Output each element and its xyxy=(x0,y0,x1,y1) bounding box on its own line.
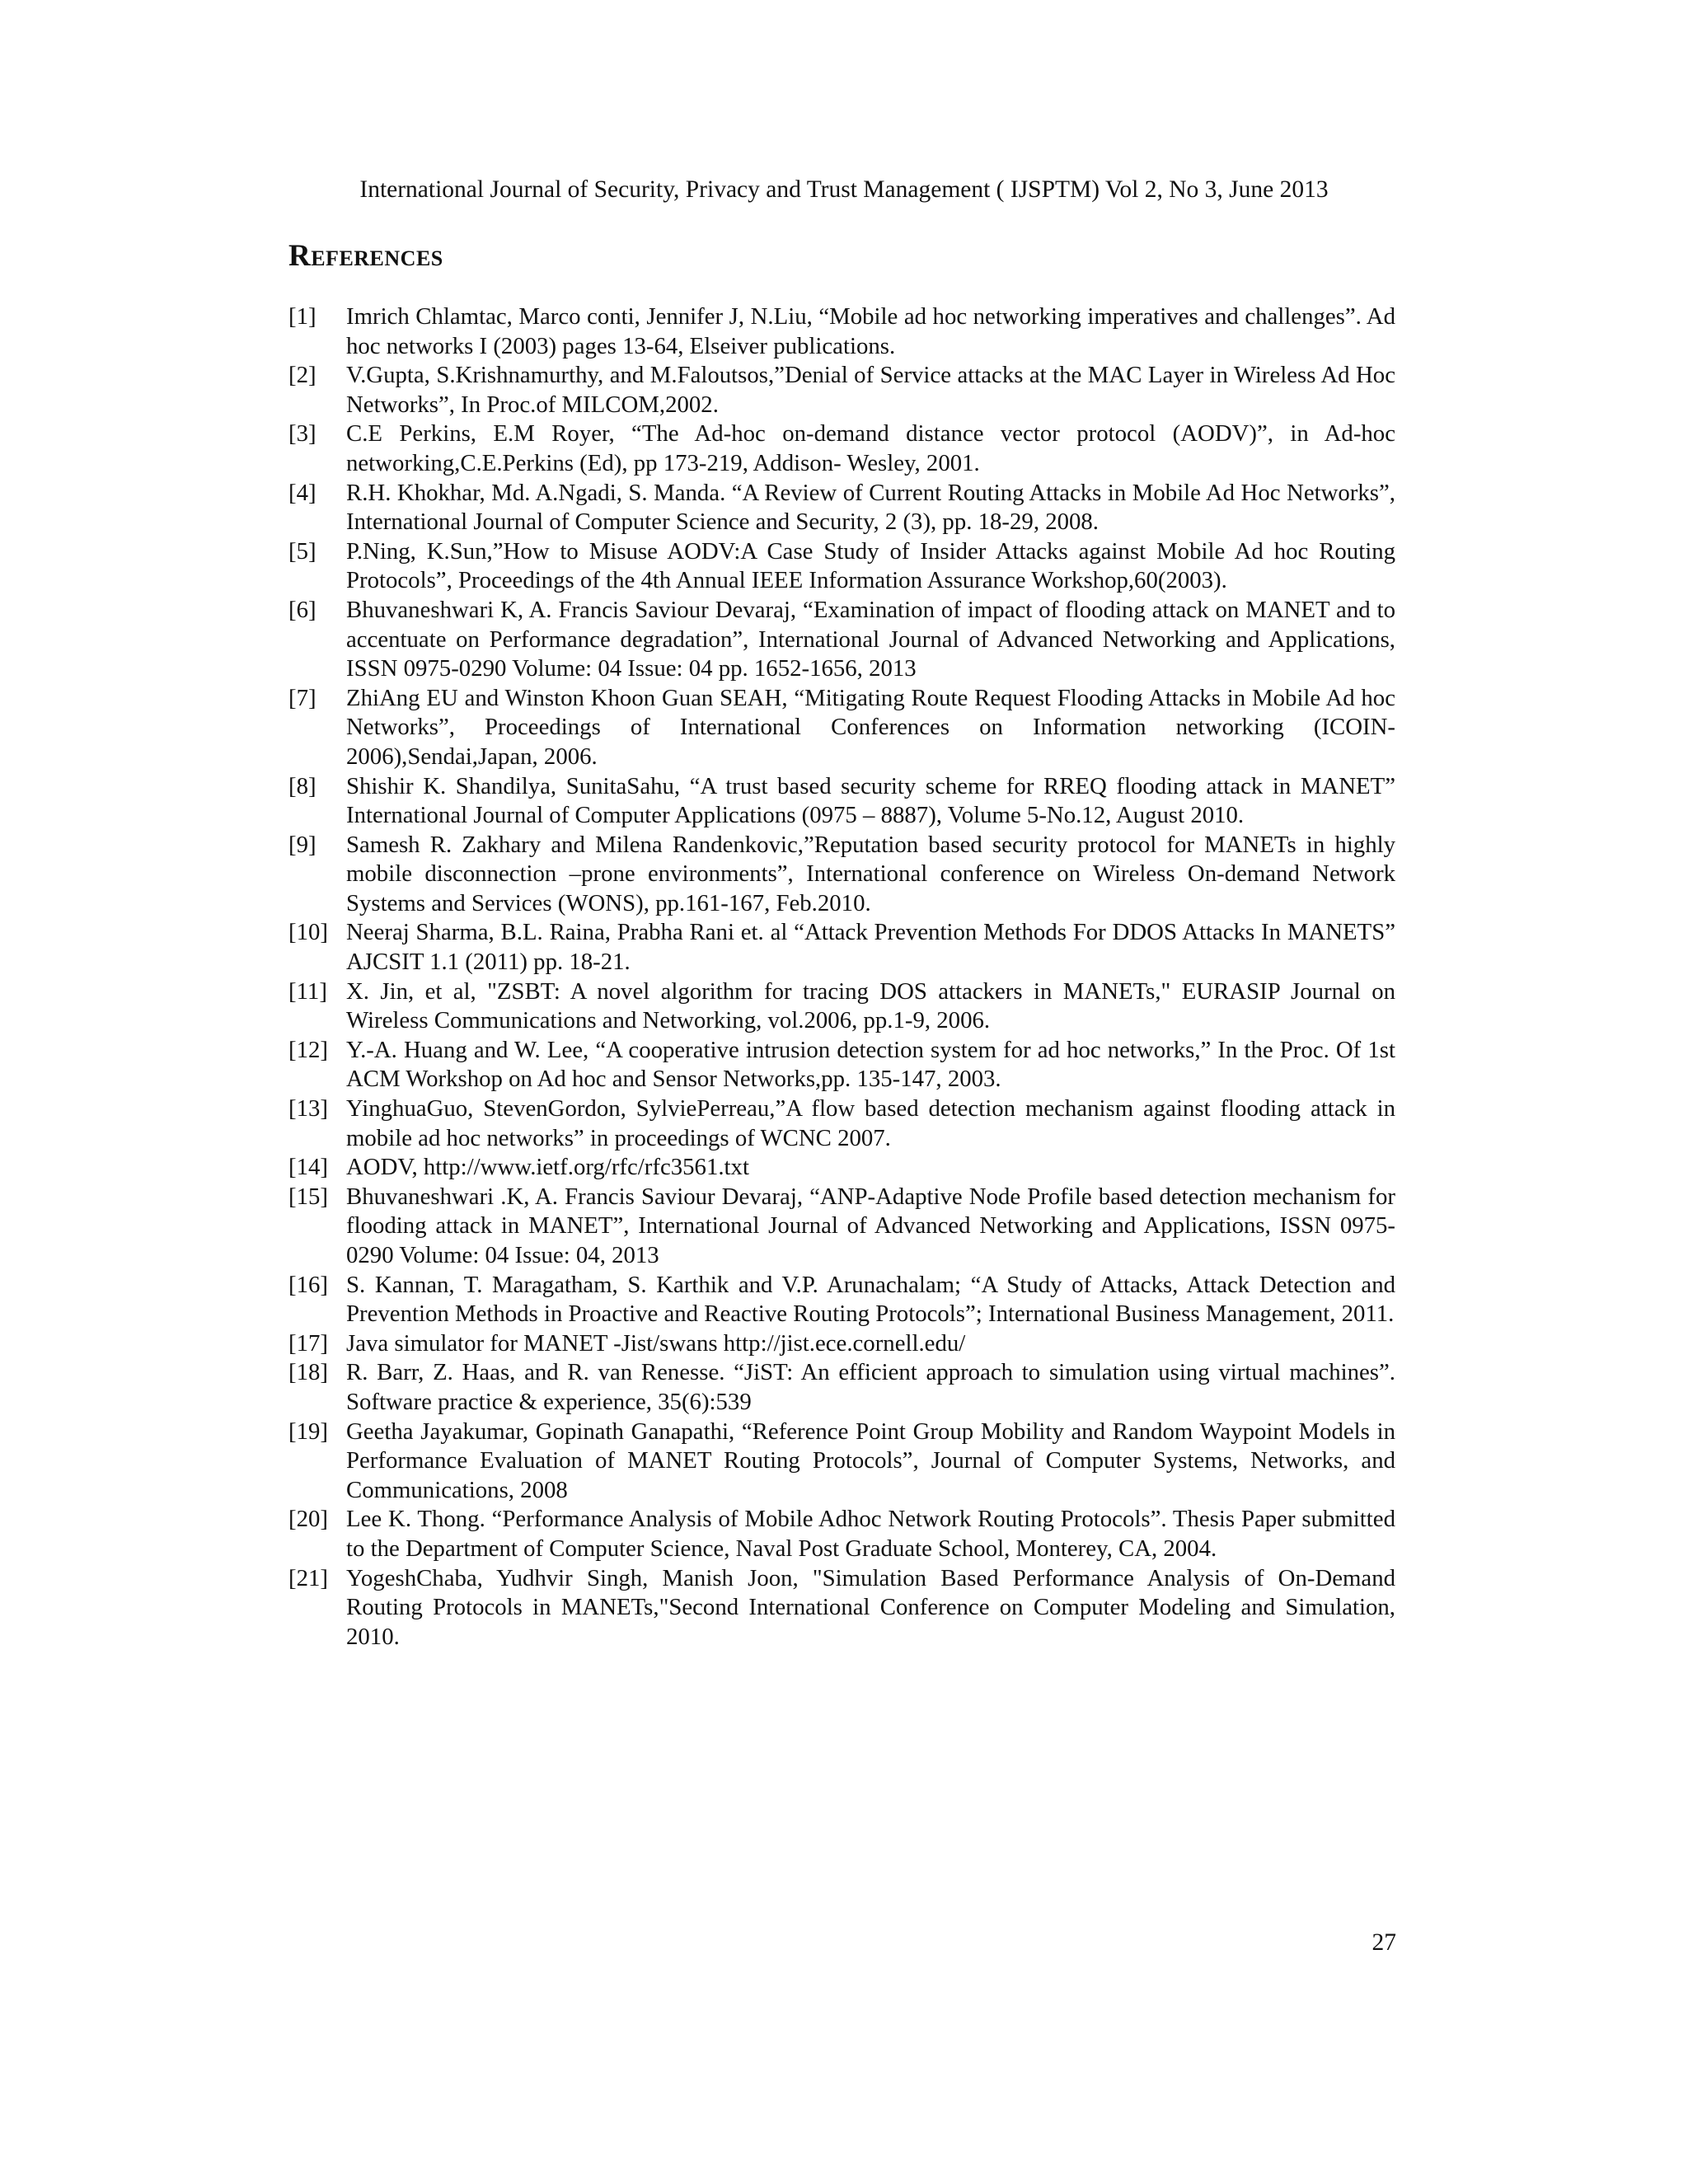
reference-item xyxy=(288,1329,1395,1359)
reference-item xyxy=(288,977,1395,1036)
reference-text: Bhuvaneshwari K, A. Francis Saviour Devaraj, “Examination of impact of flooding attack on MANET and to accentuate on Performance degradation”, International Journal of Advanced Networking and Applications, ISSN 0975-0290 Volume: 04 Issue: 04 pp. 1652-1656, 2013 xyxy=(346,596,1395,682)
section-title: References xyxy=(288,239,443,273)
reference-number: [15] xyxy=(288,1183,328,1210)
reference-text: C.E Perkins, E.M Royer, “The Ad-hoc on-demand distance vector protocol (AODV)”, in Ad-hoc networking,C.E.Perkins (Ed), pp 173-219, Addison- Wesley, 2001. xyxy=(346,420,1395,476)
reference-text: ZhiAng EU and Winston Khoon Guan SEAH, “Mitigating Route Request Flooding Attacks in Mobile Ad hoc Networks”, Proceedings of International Conferences on Information networking (ICOIN-2006),Sendai,Japan, 2006. xyxy=(346,684,1395,770)
reference-text: Bhuvaneshwari .K, A. Francis Saviour Devaraj, “ANP-Adaptive Node Profile based detection mechanism for flooding attack in MANET”, International Journal of Advanced Networking and Applications, ISSN 0975-0290 Volume: 04 Issue: 04, 2013 xyxy=(346,1183,1395,1268)
reference-number: [14] xyxy=(288,1154,328,1181)
reference-text: X. Jin, et al, "ZSBT: A novel algorithm for tracing DOS attackers in MANETs," EURASIP Journal on Wireless Communications and Networking, vol.2006, pp.1-9, 2006. xyxy=(346,977,1395,1034)
reference-text: Samesh R. Zakhary and Milena Randenkovic,”Reputation based security protocol for MANETs in highly mobile disconnection –prone environments”, International conference on Wireless On-demand Network Systems and Services (WONS), pp.161-167, Feb.2010. xyxy=(346,831,1395,916)
reference-text: Geetha Jayakumar, Gopinath Ganapathi, “Reference Point Group Mobility and Random Waypoint Models in Performance Evaluation of MANET Routing Protocols”, Journal of Computer Systems, Networks, and Communications, 2008 xyxy=(346,1418,1395,1503)
reference-item xyxy=(288,1271,1395,1329)
reference-number: [12] xyxy=(288,1036,328,1063)
reference-number: [17] xyxy=(288,1329,328,1357)
reference-item xyxy=(288,1358,1395,1417)
reference-text: Neeraj Sharma, B.L. Raina, Prabha Rani et. al “Attack Prevention Methods For DDOS Attacks In MANETS” AJCSIT 1.1 (2011) pp. 18-21. xyxy=(346,919,1395,976)
reference-text: V.Gupta, S.Krishnamurthy, and M.Faloutsos,”Denial of Service attacks at the MAC Layer in Wireless Ad Hoc Networks”, In Proc.of MILCOM,2002. xyxy=(346,362,1395,418)
reference-item xyxy=(288,684,1395,772)
reference-text: Shishir K. Shandilya, SunitaSahu, “A trust based security scheme for RREQ flooding attack in MANET” International Journal of Computer Applications (0975 – 8887), Volume 5-No.12, August 2010. xyxy=(346,772,1395,829)
reference-number: [18] xyxy=(288,1359,328,1386)
reference-number: [9] xyxy=(288,831,316,858)
reference-text: Java simulator for MANET -Jist/swans http://jist.ece.cornell.edu/ xyxy=(346,1329,966,1357)
reference-number: [20] xyxy=(288,1506,328,1533)
reference-item xyxy=(288,831,1395,919)
reference-number: [2] xyxy=(288,362,316,389)
page-number: 27 xyxy=(1372,1929,1396,1956)
running-header: International Journal of Security, Privacy and Trust Management ( IJSPTM) Vol 2, No 3, June 2013 xyxy=(359,176,1329,203)
reference-text: Lee K. Thong. “Performance Analysis of Mobile Adhoc Network Routing Protocols”. Thesis Paper submitted to the Department of Computer Science, Naval Post Graduate School, Monterey, CA, 2004. xyxy=(346,1506,1395,1562)
reference-number: [13] xyxy=(288,1095,328,1122)
reference-item xyxy=(288,772,1395,831)
reference-item xyxy=(288,1505,1395,1563)
reference-item xyxy=(288,479,1395,537)
reference-item xyxy=(288,419,1395,478)
reference-number: [4] xyxy=(288,479,316,506)
reference-text: R.H. Khokhar, Md. A.Ngadi, S. Manda. “A Review of Current Routing Attacks in Mobile Ad Hoc Networks”, International Journal of Computer Science and Security, 2 (3), pp. 18-29, 2008. xyxy=(346,479,1395,536)
reference-number: [7] xyxy=(288,684,316,711)
reference-item xyxy=(288,1094,1395,1153)
reference-number: [8] xyxy=(288,772,316,799)
reference-text: AODV, http://www.ietf.org/rfc/rfc3561.txt xyxy=(346,1154,749,1181)
reference-number: [11] xyxy=(288,977,327,1005)
reference-number: [19] xyxy=(288,1418,328,1445)
reference-number: [1] xyxy=(288,303,316,330)
reference-text: Y.-A. Huang and W. Lee, “A cooperative intrusion detection system for ad hoc networks,” In the Proc. Of 1st ACM Workshop on Ad hoc and Sensor Networks,pp. 135-147, 2003. xyxy=(346,1036,1395,1093)
reference-text: YogeshChaba, Yudhvir Singh, Manish Joon, "Simulation Based Performance Analysis of On-Demand Routing Protocols in MANETs,"Second International Conference on Computer Modeling and Simulation, 2010. xyxy=(346,1564,1395,1650)
reference-text: R. Barr, Z. Haas, and R. van Renesse. “JiST: An efficient approach to simulation using virtual machines”. Software practice & experience, 35(6):539 xyxy=(346,1359,1395,1415)
reference-number: [21] xyxy=(288,1564,328,1591)
reference-number: [3] xyxy=(288,420,316,448)
reference-text: S. Kannan, T. Maragatham, S. Karthik and V.P. Arunachalam; “A Study of Attacks, Attack Detection and Prevention Methods in Proactive and Reactive Routing Protocols”; International Business Management, 2011. xyxy=(346,1271,1395,1328)
reference-item xyxy=(288,537,1395,596)
reference-number: [5] xyxy=(288,537,316,565)
reference-number: [10] xyxy=(288,919,328,946)
reference-item xyxy=(288,1418,1395,1506)
reference-text: YinghuaGuo, StevenGordon, SylviePerreau,”A flow based detection mechanism against flooding attack in mobile ad hoc networks” in proceedings of WCNC 2007. xyxy=(346,1095,1395,1151)
reference-item xyxy=(288,1564,1395,1652)
reference-text: Imrich Chlamtac, Marco conti, Jennifer J, N.Liu, “Mobile ad hoc networking imperatives and challenges”. Ad hoc networks I (2003) pages 13-64, Elseiver publications. xyxy=(346,303,1395,359)
reference-item xyxy=(288,1183,1395,1271)
reference-item xyxy=(288,302,1395,361)
reference-item xyxy=(288,596,1395,684)
reference-item xyxy=(288,361,1395,419)
reference-item xyxy=(288,1036,1395,1094)
reference-item xyxy=(288,918,1395,977)
reference-text: P.Ning, K.Sun,”How to Misuse AODV:A Case Study of Insider Attacks against Mobile Ad hoc Routing Protocols”, Proceedings of the 4th Annual IEEE Information Assurance Workshop,60(2003). xyxy=(346,537,1395,594)
reference-number: [16] xyxy=(288,1271,328,1298)
reference-number: [6] xyxy=(288,596,316,623)
reference-item xyxy=(288,1153,1395,1183)
reference-list xyxy=(288,302,1395,1652)
